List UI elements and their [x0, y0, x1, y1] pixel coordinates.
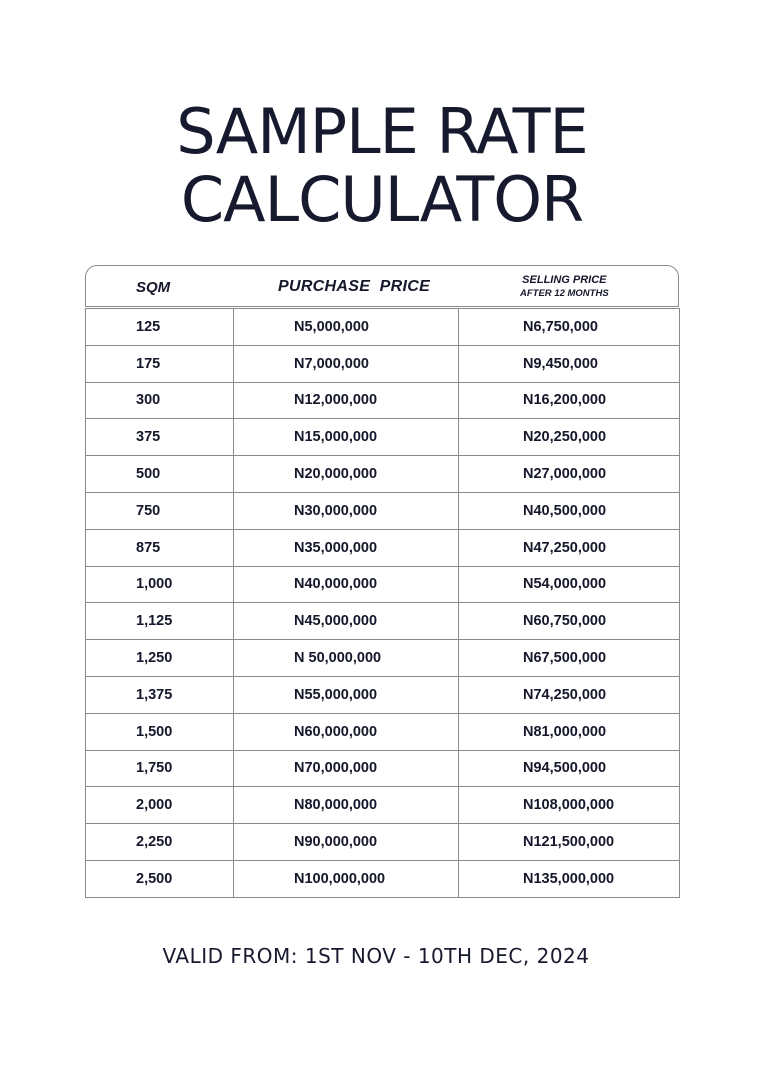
selling-price-cell: N121,500,000	[459, 824, 680, 861]
table-row	[86, 824, 680, 861]
page-title	[0, 95, 764, 236]
purchase-price-cell: N100,000,000	[234, 860, 459, 897]
purchase-price-cell: N80,000,000	[234, 787, 459, 824]
purchase-price-cell: N70,000,000	[234, 750, 459, 787]
title-line-2: CALCULATOR	[180, 163, 584, 236]
sqm-cell: 500	[86, 456, 234, 493]
header-sqm: SQM	[136, 278, 171, 296]
selling-price-cell: N40,500,000	[459, 492, 680, 529]
sqm-cell: 750	[86, 492, 234, 529]
table-row	[86, 419, 680, 456]
selling-price-cell: N108,000,000	[459, 787, 680, 824]
table-row	[86, 566, 680, 603]
rate-table-body	[85, 308, 680, 898]
purchase-price-cell: N 50,000,000	[234, 640, 459, 677]
sqm-cell: 1,125	[86, 603, 234, 640]
selling-price-cell: N81,000,000	[459, 713, 680, 750]
sqm-cell: 1,375	[86, 676, 234, 713]
validity-note: VALID FROM: 1ST NOV - 10TH DEC, 2024	[162, 944, 590, 968]
table-row	[86, 860, 680, 897]
sqm-cell: 1,500	[86, 713, 234, 750]
header-selling-line-2: AFTER 12 MONTHS	[520, 288, 609, 299]
selling-price-cell: N47,250,000	[459, 529, 680, 566]
selling-price-cell: N16,200,000	[459, 382, 680, 419]
selling-price-cell: N20,250,000	[459, 419, 680, 456]
sqm-cell: 2,250	[86, 824, 234, 861]
purchase-price-cell: N15,000,000	[234, 419, 459, 456]
header-purchase-price: PURCHASE PRICE	[278, 278, 431, 295]
purchase-price-cell: N90,000,000	[234, 824, 459, 861]
selling-price-cell: N94,500,000	[459, 750, 680, 787]
sqm-cell: 375	[86, 419, 234, 456]
sqm-cell: 2,500	[86, 860, 234, 897]
sqm-cell: 1,000	[86, 566, 234, 603]
purchase-price-cell: N35,000,000	[234, 529, 459, 566]
table-row	[86, 529, 680, 566]
purchase-price-cell: N60,000,000	[234, 713, 459, 750]
selling-price-cell: N9,450,000	[459, 345, 680, 382]
purchase-price-cell: N12,000,000	[234, 382, 459, 419]
rate-table	[85, 265, 679, 898]
sqm-cell: 1,750	[86, 750, 234, 787]
selling-price-cell: N27,000,000	[459, 456, 680, 493]
table-row	[86, 750, 680, 787]
header-selling-price	[520, 266, 609, 308]
purchase-price-cell: N5,000,000	[234, 309, 459, 346]
selling-price-cell: N135,000,000	[459, 860, 680, 897]
table-row	[86, 603, 680, 640]
selling-price-cell: N54,000,000	[459, 566, 680, 603]
table-row	[86, 345, 680, 382]
purchase-price-cell: N20,000,000	[234, 456, 459, 493]
table-row	[86, 309, 680, 346]
sqm-cell: 2,000	[86, 787, 234, 824]
table-row	[86, 676, 680, 713]
sqm-cell: 875	[86, 529, 234, 566]
table-row	[86, 456, 680, 493]
selling-price-cell: N74,250,000	[459, 676, 680, 713]
table-row	[86, 787, 680, 824]
sqm-cell: 125	[86, 309, 234, 346]
table-row	[86, 713, 680, 750]
purchase-price-cell: N30,000,000	[234, 492, 459, 529]
sqm-cell: 300	[86, 382, 234, 419]
title-line-1: SAMPLE RATE	[176, 95, 588, 168]
table-header	[85, 265, 679, 307]
table-row	[86, 640, 680, 677]
purchase-price-cell: N45,000,000	[234, 603, 459, 640]
selling-price-cell: N67,500,000	[459, 640, 680, 677]
sqm-cell: 175	[86, 345, 234, 382]
selling-price-cell: N60,750,000	[459, 603, 680, 640]
purchase-price-cell: N55,000,000	[234, 676, 459, 713]
header-selling-line-1: SELLING PRICE	[522, 274, 607, 286]
purchase-price-cell: N40,000,000	[234, 566, 459, 603]
sqm-cell: 1,250	[86, 640, 234, 677]
table-row	[86, 382, 680, 419]
purchase-price-cell: N7,000,000	[234, 345, 459, 382]
table-row	[86, 492, 680, 529]
selling-price-cell: N6,750,000	[459, 309, 680, 346]
